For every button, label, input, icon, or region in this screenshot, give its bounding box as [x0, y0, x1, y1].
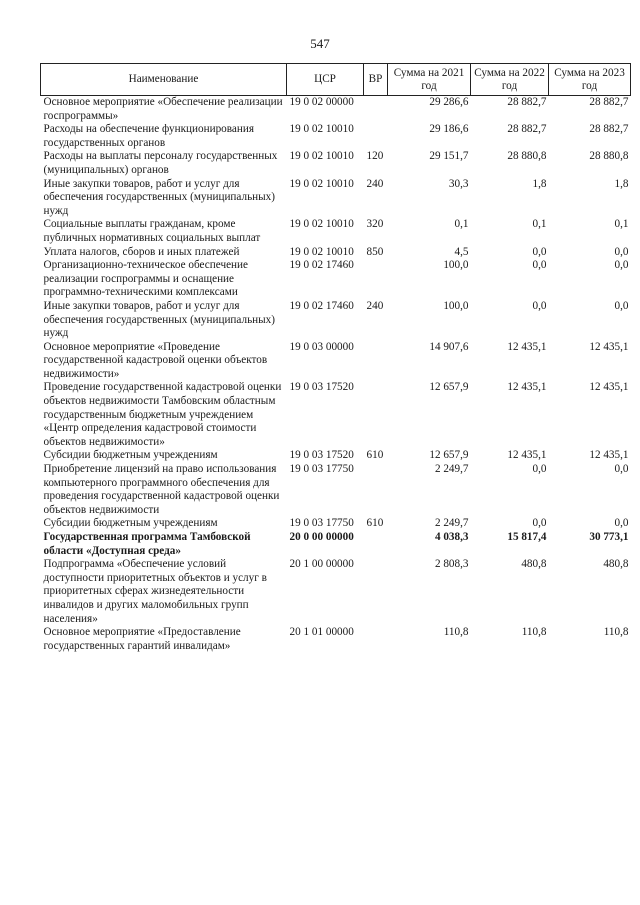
- row-name: Государственная программа Тамбовской области «Доступная среда»: [43, 531, 251, 557]
- row-sum-2023: 12 435,1: [589, 381, 629, 394]
- row-sum-2022: 0,1: [532, 218, 547, 231]
- row-sum-2023: 28 882,7: [589, 96, 629, 108]
- row-vr-code: [364, 531, 388, 558]
- table-row: [41, 96, 631, 124]
- row-vr-code: [364, 123, 388, 150]
- table-row: [41, 558, 631, 626]
- row-sum-2023: 110,8: [603, 626, 629, 639]
- row-name: Основное мероприятие «Предоставление государственных гарантий инвалидам»: [43, 626, 241, 652]
- row-sum-2021: 4 038,3: [434, 531, 469, 543]
- row-sum-2023: 12 435,1: [589, 340, 629, 353]
- table-row: [41, 123, 631, 150]
- row-csr-code: 19 0 02 10010: [289, 245, 354, 258]
- row-sum-2022: 0,0: [532, 299, 547, 312]
- row-sum-2021: 100,0: [443, 299, 469, 312]
- row-csr-code: 19 0 03 17520: [289, 449, 354, 462]
- row-name: Расходы на выплаты персоналу государственных (муниципальных) органов: [43, 150, 278, 176]
- row-sum-2022: 28 882,7: [507, 123, 547, 136]
- row-sum-2023: 28 882,7: [589, 123, 629, 136]
- row-sum-2023: 0,1: [614, 218, 629, 231]
- row-sum-2021: 2 808,3: [434, 558, 469, 571]
- row-name: Проведение государственной кадастровой оценки объектов недвижимости Тамбовским областным государственным бюджетным учреждением «Центр определения кадастровой стоимости объектов недвижимости»: [43, 381, 282, 448]
- row-csr-code: 19 0 02 10010: [289, 218, 354, 231]
- row-sum-2021: 12 657,9: [429, 449, 469, 462]
- row-sum-2021: 100,0: [443, 259, 469, 272]
- row-name: Расходы на обеспечение функционирования государственных органов: [43, 123, 254, 149]
- table-row: [41, 259, 631, 300]
- row-sum-2023: 0,0: [614, 517, 629, 530]
- row-sum-2021: 14 907,6: [429, 340, 469, 353]
- row-vr-code: 850: [366, 245, 384, 258]
- row-csr-code: 19 0 03 00000: [289, 340, 354, 353]
- row-sum-2022: 480,8: [521, 558, 547, 571]
- row-vr-code: [364, 626, 388, 653]
- page-number: 547: [310, 36, 330, 51]
- row-csr-code: 20 1 00 00000: [289, 558, 354, 571]
- row-name: Уплата налогов, сборов и иных платежей: [43, 245, 240, 258]
- row-vr-code: [364, 463, 388, 517]
- header-csr: ЦСР: [287, 64, 364, 96]
- table-row: [41, 150, 631, 177]
- row-vr-code: [364, 341, 388, 382]
- table-row: [41, 300, 631, 341]
- table-row: [41, 531, 631, 558]
- row-name: Иные закупки товаров, работ и услуг для обеспечения государственных (муниципальных) нужд: [43, 299, 275, 340]
- header-name: Наименование: [41, 64, 287, 96]
- row-name: Социальные выплаты гражданам, кроме публичных нормативных социальных выплат: [43, 218, 261, 244]
- row-vr-code: [364, 259, 388, 300]
- row-csr-code: 19 0 02 17460: [289, 259, 354, 272]
- table-row: [41, 246, 631, 260]
- row-name: Подпрограмма «Обеспечение условий доступности приоритетных объектов и услуг в приоритетных сферах жизнедеятельности инвалидов и других маломобильных групп населения»: [43, 558, 267, 625]
- row-csr-code: 19 0 03 17750: [289, 517, 354, 530]
- table-row: [41, 341, 631, 382]
- row-sum-2022: 0,0: [532, 517, 547, 530]
- row-sum-2022: 28 882,7: [507, 96, 547, 108]
- row-sum-2023: 30 773,1: [589, 531, 629, 543]
- table-row: [41, 381, 631, 449]
- row-sum-2021: 12 657,9: [429, 381, 469, 394]
- table-row: [41, 218, 631, 245]
- row-sum-2021: 29 286,6: [429, 96, 469, 108]
- table-row: [41, 626, 631, 653]
- row-name: Основное мероприятие «Проведение государственной кадастровой оценки объектов недвижимости»: [43, 340, 268, 380]
- row-name: Основное мероприятие «Обеспечение реализации госпрограммы»: [43, 96, 283, 122]
- row-sum-2021: 4,5: [454, 245, 469, 258]
- table-row: [41, 517, 631, 531]
- table-row: [41, 449, 631, 463]
- row-csr-code: 19 0 02 10010: [289, 177, 354, 190]
- row-csr-code: 19 0 03 17520: [289, 381, 354, 394]
- row-sum-2023: 12 435,1: [589, 449, 629, 462]
- row-vr-code: 320: [366, 218, 384, 231]
- budget-table: [40, 63, 631, 653]
- header-sum-2021: Сумма на 2021 год: [388, 64, 471, 96]
- header-vr: ВР: [364, 64, 388, 96]
- row-csr-code: 20 0 00 00000: [289, 531, 354, 543]
- row-sum-2022: 12 435,1: [507, 340, 547, 353]
- row-csr-code: 19 0 02 17460: [289, 299, 354, 312]
- row-csr-code: 20 1 01 00000: [289, 626, 354, 639]
- row-sum-2023: 1,8: [614, 177, 629, 190]
- row-sum-2021: 30,3: [448, 177, 469, 190]
- row-vr-code: [364, 381, 388, 449]
- row-sum-2023: 0,0: [614, 463, 629, 476]
- row-sum-2022: 0,0: [532, 245, 547, 258]
- row-sum-2022: 12 435,1: [507, 381, 547, 394]
- header-sum-2023: Сумма на 2023 год: [549, 64, 631, 96]
- row-sum-2021: 29 186,6: [429, 123, 469, 136]
- table-row: [41, 178, 631, 219]
- table-row: [41, 463, 631, 517]
- row-sum-2021: 29 151,7: [429, 150, 469, 163]
- row-vr-code: [364, 558, 388, 626]
- row-sum-2023: 0,0: [614, 245, 629, 258]
- row-vr-code: 610: [366, 449, 384, 462]
- row-sum-2021: 110,8: [443, 626, 469, 639]
- row-vr-code: [364, 96, 388, 124]
- row-vr-code: 240: [366, 177, 384, 190]
- row-name: Иные закупки товаров, работ и услуг для обеспечения государственных (муниципальных) нужд: [43, 177, 275, 217]
- row-sum-2023: 0,0: [614, 259, 629, 272]
- row-vr-code: 240: [366, 299, 384, 312]
- row-sum-2021: 2 249,7: [434, 463, 469, 476]
- row-sum-2022: 28 880,8: [507, 150, 547, 163]
- row-sum-2022: 0,0: [532, 463, 547, 476]
- row-sum-2022: 0,0: [532, 259, 547, 272]
- table-header-row: [41, 64, 631, 96]
- row-csr-code: 19 0 03 17750: [289, 463, 354, 476]
- row-sum-2022: 1,8: [532, 177, 547, 190]
- row-name: Субсидии бюджетным учреждениям: [43, 449, 218, 462]
- row-sum-2022: 12 435,1: [507, 449, 547, 462]
- row-csr-code: 19 0 02 10010: [289, 123, 354, 136]
- header-sum-2022: Сумма на 2022 год: [471, 64, 549, 96]
- row-sum-2023: 28 880,8: [589, 150, 629, 163]
- row-name: Организационно-техническое обеспечение реализации госпрограммы и оснащение программно-техническими комплексами: [43, 259, 248, 299]
- row-csr-code: 19 0 02 10010: [289, 150, 354, 163]
- row-sum-2022: 15 817,4: [507, 531, 547, 543]
- row-sum-2023: 0,0: [614, 299, 629, 312]
- row-vr-code: 610: [366, 517, 384, 530]
- row-sum-2021: 0,1: [454, 218, 469, 231]
- row-sum-2022: 110,8: [521, 626, 547, 639]
- row-name: Субсидии бюджетным учреждениям: [43, 517, 218, 530]
- row-vr-code: 120: [366, 150, 384, 163]
- row-sum-2021: 2 249,7: [434, 517, 469, 530]
- row-csr-code: 19 0 02 00000: [289, 96, 354, 108]
- row-name: Приобретение лицензий на право использования компьютерного программного обеспечения для проведения государственной кадастровой оценки объектов недвижимости: [43, 463, 280, 516]
- row-sum-2023: 480,8: [603, 558, 629, 571]
